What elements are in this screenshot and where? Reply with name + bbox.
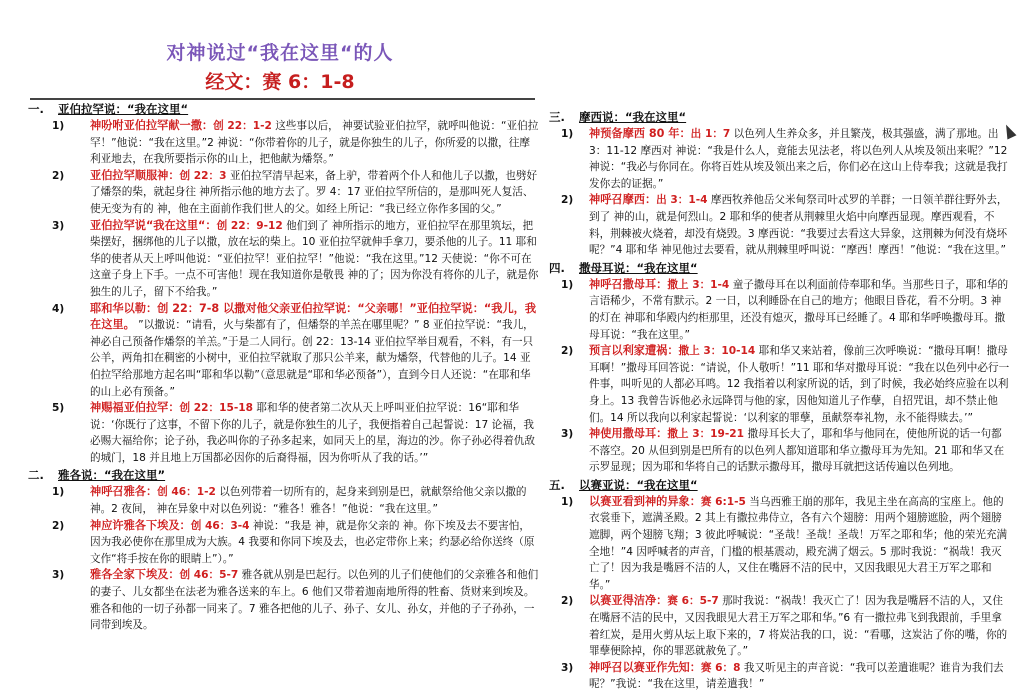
title-block (0, 38, 560, 94)
item-heading: 以赛亚得洁净： (589, 594, 668, 608)
item-heading: 神呼召雅各： (90, 485, 158, 499)
verse-reference: 撒上 3：19-21 (667, 428, 745, 441)
section-heading (549, 260, 1011, 277)
item-heading: 耶和华以勒：创 22：7-8 以撒对他父亲亚伯拉罕说：“父亲哪！”亚伯拉罕说：“我儿，我在这里。 (90, 301, 537, 332)
item-heading: 神吩咐亚伯拉罕献一撒： (90, 119, 214, 132)
item-heading: 亚伯拉罕说“我在这里“： (90, 218, 217, 232)
item-heading: 雅各全家下埃及： (90, 568, 180, 582)
section-number: 二. (28, 468, 44, 483)
list-item (28, 118, 540, 168)
verse-reference: 创 22：1-2 (213, 120, 272, 132)
item-heading: 神呼召撒母耳： (589, 277, 668, 291)
verse-reference: 创 46：1-2 (157, 486, 216, 499)
item-number: 1) (561, 128, 574, 140)
scripture-text: 那时我说：“祸哉！我灭亡了！因为我是嘴唇不洁的人，又住在嘴唇不洁的民中，又因我眼见大君王万军之耶和华。”6 有一撒拉弗飞到我跟前，手里拿着红炭，是用火剪从坛上取下来的，7 将炭沾我的口，说：“看哪，这炭沾了你的嘴，你的罪孽便除掉，你的罪恶就赦免了。” (589, 595, 1008, 658)
section-heading (28, 467, 540, 484)
scripture-text: 以色列带着一切所有的，起身来到别是巴，就献祭给他父亲以撒的 神。2 夜间， 神在异象中对以色列说：“雅各！雅各！”他说：“我在这里。” (90, 486, 527, 516)
scripture-text: 以色列人生养众多，并且繁茂，极其强盛，满了那地。出 3：11-12 摩西对 神说：“我是什么人，竟能去见法老，将以色列人从埃及领出来呢？”12 神说：“我必与你同在。你将百姓从埃及领出来之后，你们必在这山上侍奉我；这就是我打发你去的证据。” (589, 128, 1008, 190)
item-heading: 神赐福亚伯拉罕： (90, 401, 180, 415)
list-item (28, 484, 540, 517)
section-number: 一. (28, 102, 44, 116)
scripture-text: 耶和华又来站着，像前三次呼唤说：“撒母耳啊！撒母耳啊！”撒母耳回答说：“请说，仆人敬听！”11 耶和华对撒母耳说：“我在以色列中必行一件事，叫听见的人都必耳鸣。12 我指着以利家所说的话，到了时候，我必始终应验在以利身上。13 我曾告诉他必永远降罚与他的家，因他知道儿子作孽，自招咒诅，却不禁止他们。14 所以我向以利家起誓说：‘以利家的罪孽，虽献祭奉礼物，永不能得赎去。’” (589, 345, 1010, 424)
scripture-text: 亚伯拉罕清早起来，备上驴，带着两个仆人和他儿子以撒，也劈好了燔祭的柴，就起身往 神所指示他的地方去了。罗 4：17 亚伯拉罕所信的，是那叫死人复活、使无变为有的 神，他在主面前作我们世人的父。如经上所记：“我已经立你作多国的父。” (90, 169, 538, 215)
list-item (549, 126, 1011, 192)
list-item (28, 218, 540, 301)
item-number: 2) (561, 345, 574, 358)
scripture-text: 雅各就从别是巴起行。以色列的儿子们使他们的父亲雅各和他们的妻子、儿女都坐在法老为雅各送来的车上。6 他们又带着迦南地所得的牲畜、货财来到埃及。雅各和他的一切子孙都一同来了。7 雅各把他的儿子、孙子、女儿、孙女，并他的子子孙孙，一同带到埃及。 (90, 569, 539, 632)
item-number: 1) (561, 278, 574, 291)
item-heading: 神呼召以赛亚作先知： (589, 660, 701, 674)
item-heading: 预言以利家遭祸： (589, 344, 679, 358)
scripture-text: 童子撒母耳在以利面前侍奉耶和华。当那些日子，耶和华的言语稀少，不常有默示。2 一日，以利睡卧在自己的地方；他眼目昏花，看不分明。3 神的灯在 神耶和华殿内约柜那里，还没有熄灭，撒母耳已经睡了。4 耶和华呼唤撒母耳。撒母耳说：“我在这里。” (589, 278, 1009, 341)
left-column (28, 100, 540, 634)
list-item (549, 277, 1011, 343)
item-number: 3) (52, 219, 65, 232)
section-heading (549, 477, 1011, 494)
scripture-text: 我又听见主的声音说：“我可以差遣谁呢？谁肯为我们去呢？”我说：“我在这里，请差遣我！” (589, 661, 1004, 691)
section-label: 亚伯拉罕说：“我在这里“ (58, 102, 189, 116)
list-item (549, 426, 1011, 476)
verse-reference: 赛 6:1-5 (700, 495, 746, 508)
item-number: 1) (561, 495, 574, 508)
section-number: 五. (549, 477, 565, 492)
scripture-text: 他们到了 神所指示的地方，亚伯拉罕在那里筑坛，把柴摆好，捆绑他的儿子以撒，放在坛的柴上。10 亚伯拉罕就伸手拿刀，要杀他的儿子。11 耶和华的使者从天上呼叫他说：“亚伯拉罕！亚伯拉罕！”他说：“我在这里。”12 天使说：“你不可在这童子身上下手。一点不可害他！现在我知道你是敬畏 神的了；因为你没有将你的儿子，就是你独生的儿子，留下不给我。” (90, 219, 539, 298)
item-number: 1) (52, 486, 65, 499)
list-item (549, 593, 1011, 659)
list-item (28, 518, 540, 568)
verse-reference: 赛 6：8 (700, 661, 741, 674)
verse-reference: 创 46：3-4 (190, 519, 250, 532)
item-number: 5) (52, 402, 65, 415)
list-item (549, 192, 1011, 258)
section-number: 三. (549, 110, 565, 124)
item-number: 3) (561, 661, 574, 674)
verse-reference: 创 22：15-18 (179, 402, 254, 415)
item-heading: 亚伯拉罕顺服神： (90, 168, 180, 182)
list-item (28, 168, 540, 218)
verse-reference: 出 3：1-4 (656, 194, 708, 207)
scripture-text: 当乌西雅王崩的那年，我见主坐在高高的宝座上。他的衣裳垂下，遮满圣殿。2 其上有撒拉弗侍立，各有六个翅膀：用两个翅膀遮脸，两个翅膀遮脚，两个翅膀飞翔；3 彼此呼喊说：“圣哉！圣哉！圣哉！万军之耶和华；他的荣光充满全地！”4 因呼喊者的声音，门槛的根基震动，殿充满了烟云。5 那时我说：“祸哉！我灭亡了！因为我是嘴唇不洁的人，又住在嘴唇不洁的民中，又因我眼见大君王万军之耶和华。” (589, 495, 1008, 591)
list-item (28, 567, 540, 633)
list-item (549, 660, 1011, 693)
item-number: 1) (52, 120, 65, 132)
section-label: 雅各说：“我在这里” (58, 468, 166, 483)
scripture-text: 神说：“我是 神，就是你父亲的 神。你下埃及去不要害怕，因为我必使你在那里成为大族。4 我要和你同下埃及去，也必定带你上来；约瑟必给你送终（原文作“将手按在你的眼睛上”）。” (90, 519, 535, 565)
list-item (549, 494, 1011, 594)
section-number: 四. (549, 260, 565, 275)
verse-reference: 赛 6：5-7 (667, 595, 719, 608)
scripture-text: ”以撒说：“请看，火与柴都有了，但燔祭的羊羔在哪里呢？” 8 亚伯拉罕说：“我儿， 神必自己预备作燔祭的羊羔。”于是二人同行。创 22：13-14 亚伯拉罕举目观看，不料，有一只公羊，两角扣在稠密的小树中，亚伯拉罕就取了那只公羊来，献为燔祭，代替他的儿子。14 亚伯拉罕给那地方起名叫“耶和华以勒”（意思就是“耶和华必预备”），直到今日人还说：“在耶和华的山上必有预备。” (90, 319, 534, 398)
list-item (28, 301, 540, 401)
section-label: 摩西说：“我在这里“ (579, 110, 687, 124)
scripture-text: 撒母耳长大了，耶和华与他同在，使他所说的话一句都不落空。20 从但到别是巴所有的以色列人都知道耶和华立撒母耳为先知。21 耶和华又在示罗显现；因为耶和华将自己的话默示撒母耳，撒母耳就把这话传遍以色列地。 (589, 428, 1005, 474)
item-number: 2) (52, 519, 65, 532)
list-item (549, 343, 1011, 426)
page-title: 对神说过“我在这里“的人 (166, 42, 394, 64)
item-number: 2) (561, 194, 574, 207)
item-heading: 神使用撒母耳： (589, 427, 668, 441)
item-number: 3) (561, 428, 574, 441)
item-heading: 神预备摩西 80 年： (589, 127, 691, 140)
item-heading: 神应许雅各下埃及： (90, 518, 191, 532)
scripture-text: 耶和华的使者第二次从天上呼叫亚伯拉罕说：16“耶和华说：‘你既行了这事，不留下你的儿子，就是你独生的儿子，我便指着自己起誓说：17 论福，我必赐大福给你；论子孙，我必叫你的子孙多起来，如同天上的星，海边的沙。你子孙必得着仇敌的城门，18 并且地上万国都必因你的后裔得福，因为你听从了我的话。’” (90, 402, 535, 464)
verse-reference: 出 1：7 (690, 128, 731, 140)
item-number: 2) (52, 169, 65, 182)
verse-reference: 创 22：9-12 (216, 219, 283, 232)
verse-reference: 创 22：3 (179, 169, 227, 182)
scripture-text: 这些事以后， 神要试验亚伯拉罕，就呼叫他说：“亚伯拉罕！”他说：“我在这里。”2 神说：“你带着你的儿子，就是你独生的儿子，你所爱的以撒，往摩利亚地去，在我所要指示你的山上，把他献为燔祭。” (90, 120, 539, 166)
section-label: 撒母耳说：“我在这里“ (579, 260, 698, 275)
item-number: 4) (52, 302, 65, 315)
item-heading: 神呼召摩西： (589, 193, 657, 207)
scripture-reference: 经文：赛 6：1-8 (205, 71, 355, 93)
item-number: 2) (561, 595, 574, 608)
verse-reference: 创 46：5-7 (179, 569, 239, 582)
verse-reference: 撒上 3：1-4 (667, 278, 730, 291)
verse-reference: 撒上 3：10-14 (678, 345, 756, 358)
item-heading: 以赛亚看到神的异象： (589, 494, 701, 508)
list-item (28, 400, 540, 466)
item-number: 3) (52, 569, 65, 582)
section-heading (28, 101, 540, 118)
section-heading (549, 109, 1011, 126)
scripture-text: 摩西牧养他岳父米甸祭司叶忒罗的羊群；一日领羊群往野外去，到了 神的山，就是何烈山。2 耶和华的使者从荆棘里火焰中向摩西显现。摩西观看，不料，荆棘被火烧着，却没有烧毁。3 摩西说：“我要过去看这大异象，这荆棘为何没有烧坏呢？”4 耶和华 神见他过去要看，就从荆棘里呼叫说：“摩西！摩西！”他说：“我在这里。” (589, 194, 1008, 257)
section-label: 以赛亚说：“我在这里“ (579, 477, 698, 492)
right-column (549, 108, 1011, 693)
